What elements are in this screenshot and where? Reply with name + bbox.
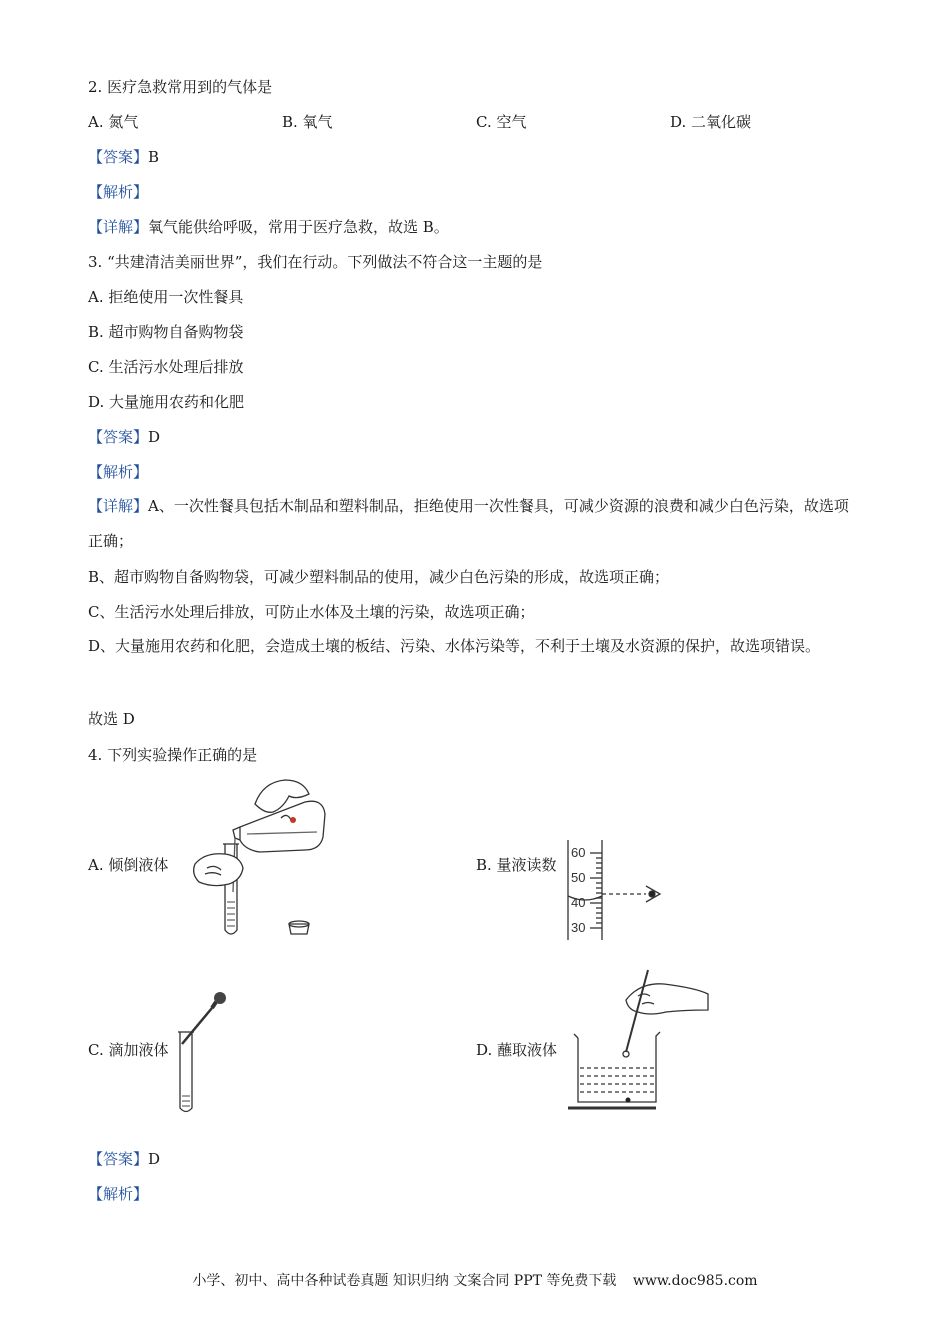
q3-conclusion: 故选 D [88, 710, 135, 728]
measuring-cylinder-figure [562, 838, 672, 944]
footer-url[interactable]: www.doc985.com [632, 1273, 758, 1289]
detail-tag: 【详解】 [88, 218, 149, 236]
answer-value: B [148, 148, 160, 166]
q3-answer [88, 427, 160, 447]
q3-stem: 3. “共建清洁美丽世界”，我们在行动。下列做法不符合这一主题的是 [88, 253, 543, 271]
q4-option-c: C. 滴加液体 [88, 1041, 169, 1059]
q4-option-a: A. 倾倒液体 [88, 856, 169, 874]
q3-option-b: B. 超市购物自备购物袋 [88, 323, 244, 341]
answer-tag: 【答案】 [88, 148, 149, 166]
q2-stem: 2. 医疗急救常用到的气体是 [88, 78, 273, 96]
q2-answer [88, 147, 159, 167]
q2-option-b: B. 氧气 [282, 113, 333, 131]
q2-option-a: A. 氮气 [88, 113, 139, 131]
q3-detail-a [88, 489, 858, 559]
q2-option-c: C. 空气 [476, 113, 527, 131]
detail-text: 氧气能供给呼吸，常用于医疗急救，故选 B。 [148, 218, 449, 236]
q3-detail-d: D、大量施用农药和化肥，会造成土壤的板结、污染、水体污染等，不利于土壤及水资源的保护，故选项错误。 [88, 637, 821, 655]
q2-analysis-tag: 【解析】 [88, 183, 149, 201]
tick-label: 40 [571, 895, 586, 910]
q3-detail-c: C、生活污水处理后排放，可防止水体及土壤的污染，故选项正确； [88, 603, 535, 621]
q3-option-a: A. 拒绝使用一次性餐具 [88, 288, 244, 306]
page-footer [0, 1270, 950, 1290]
answer-tag: 【答案】 [88, 1150, 149, 1168]
q3-option-d: D. 大量施用农药和化肥 [88, 393, 245, 411]
tick-label: 30 [571, 920, 586, 935]
answer-value: D [148, 428, 161, 446]
q4-stem: 4. 下列实验操作正确的是 [88, 746, 258, 764]
dropper-figure [172, 988, 238, 1116]
q2-option-d: D. 二氧化碳 [670, 113, 752, 131]
answer-value: D [148, 1150, 161, 1168]
answer-tag: 【答案】 [88, 428, 149, 446]
q3-option-c: C. 生活污水处理后排放 [88, 358, 244, 376]
glass-rod-figure [568, 966, 713, 1112]
pouring-liquid-figure [185, 772, 335, 944]
tick-label: 50 [571, 870, 586, 885]
detail-text: A、一次性餐具包括木制品和塑料制品，拒绝使用一次性餐具，可减少资源的浪费和减少白色污染，故选项正确； [88, 497, 849, 550]
q4-analysis-tag: 【解析】 [88, 1185, 149, 1203]
q4-option-b: B. 量液读数 [476, 856, 557, 874]
q3-detail-b: B、超市购物自备购物袋，可减少塑料制品的使用，减少白色污染的形成，故选项正确； [88, 568, 670, 586]
detail-tag: 【详解】 [88, 497, 149, 515]
q4-option-d: D. 蘸取液体 [476, 1041, 558, 1059]
tick-label: 60 [571, 845, 586, 860]
q3-analysis-tag: 【解析】 [88, 463, 149, 481]
footer-text: 小学、初中、高中各种试卷真题 知识归纳 文案合同 PPT 等免费下载 [192, 1273, 617, 1289]
q2-detail [88, 217, 449, 237]
q4-answer [88, 1149, 160, 1169]
